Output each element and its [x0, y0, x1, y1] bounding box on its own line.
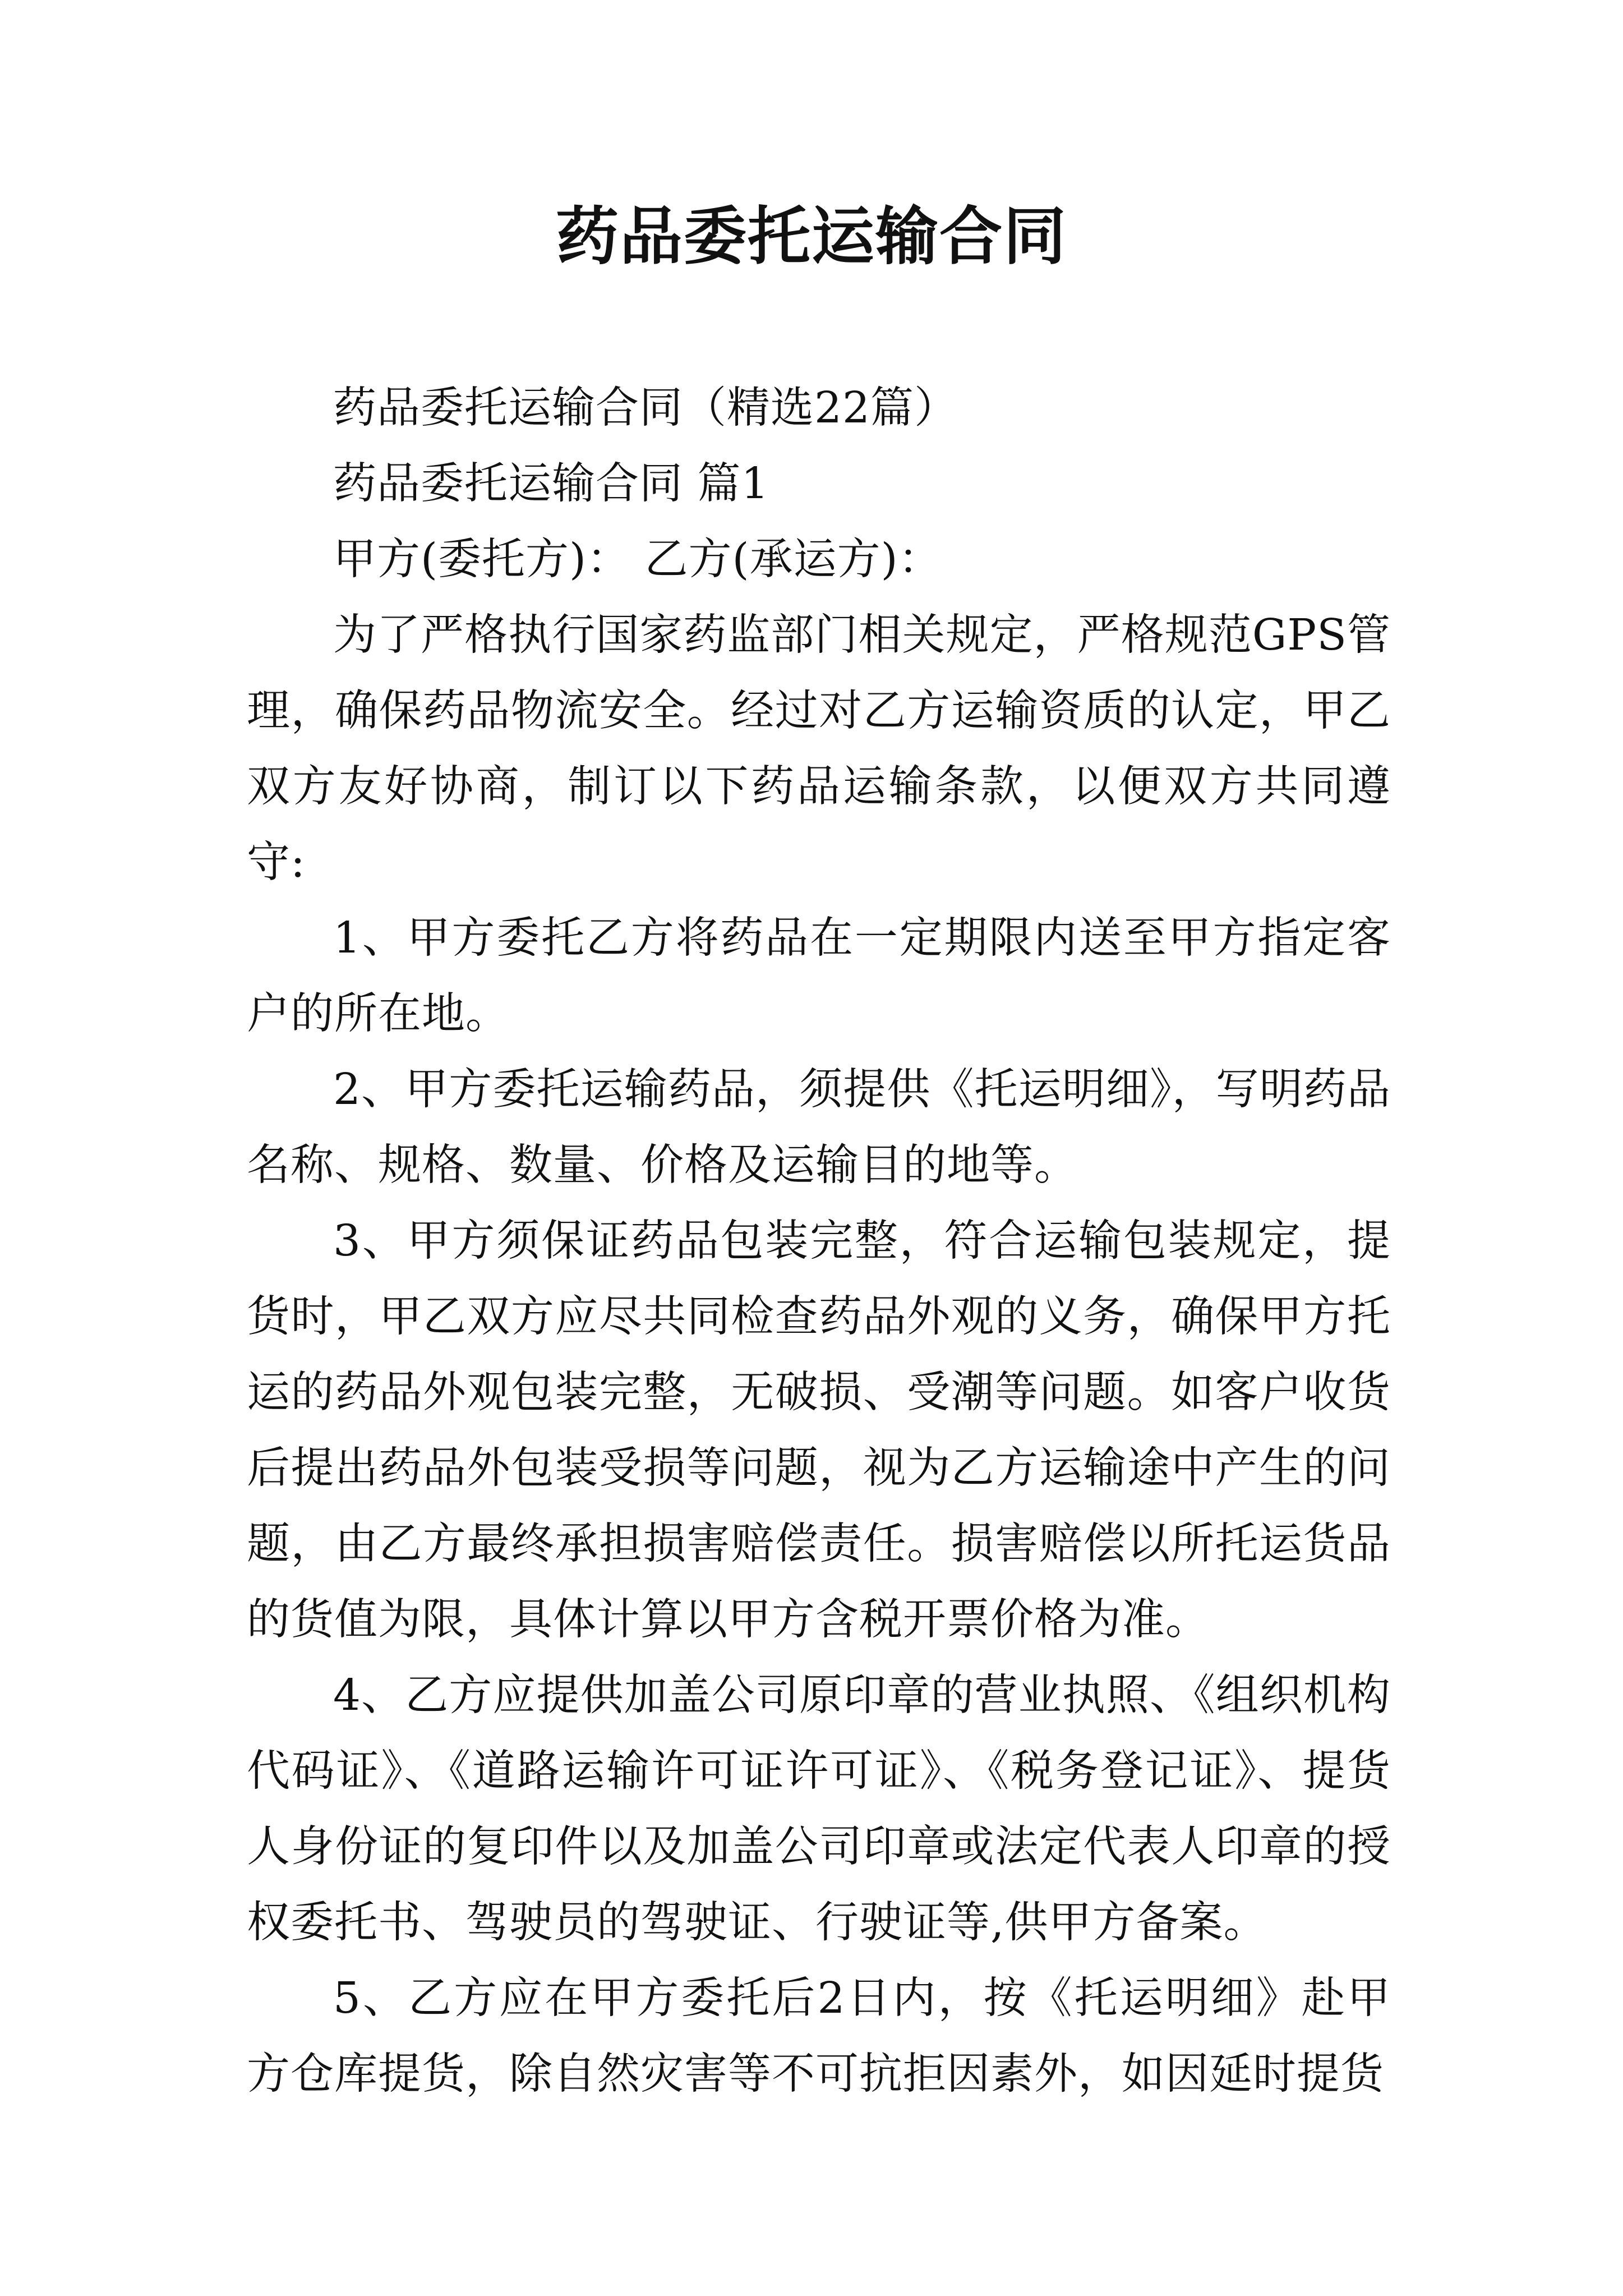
- document-body: [247, 370, 1391, 2112]
- paragraph-clause-4: 4、乙方应提供加盖公司原印章的营业执照、《组织机构代码证》、《道路运输许可证许可证》、《税务登记证》、提货人身份证的复印件以及加盖公司印章或法定代表人印章的授权委托书、驾驶员的驾驶证、行驶证等,供甲方备案。: [247, 1671, 1391, 1948]
- paragraph-clause-5: 5、乙方应在甲方委托后2日内，按《托运明细》赴甲方仓库提货，除自然灾害等不可抗拒因素外，如因延时提货: [247, 1973, 1391, 2099]
- paragraph-section-heading: 药品委托运输合同 篇1: [333, 459, 769, 509]
- paragraph-clause-1: 1、甲方委托乙方将药品在一定期限内送至甲方指定客户的所在地。: [247, 913, 1391, 1039]
- paragraph-clause-2: 2、甲方委托运输药品，须提供《托运明细》，写明药品名称、规格、数量、价格及运输目的地等。: [247, 1065, 1391, 1190]
- document-title: 药品委托运输合同: [556, 200, 1067, 273]
- paragraph-subtitle: 药品委托运输合同（精选22篇）: [333, 383, 958, 433]
- paragraph-clause-3: 3、甲方须保证药品包装完整，符合运输包装规定，提货时，甲乙双方应尽共同检查药品外观的义务，确保甲方托运的药品外观包装完整，无破损、受潮等问题。如客户收货后提出药品外包装受损等问题，视为乙方运输途中产生的问题，由乙方最终承担损害赔偿责任。损害赔偿以所托运货品的货值为限，具体计算以甲方含税开票价格为准。: [247, 1216, 1391, 1645]
- paragraph-preamble: 为了严格执行国家药监部门相关规定，严格规范GPS管理，确保药品物流安全。经过对乙方运输资质的认定，甲乙双方友好协商，制订以下药品运输条款，以便双方共同遵守:: [247, 610, 1391, 887]
- paragraph-parties: 甲方(委托方)： 乙方(承运方)：: [333, 535, 942, 585]
